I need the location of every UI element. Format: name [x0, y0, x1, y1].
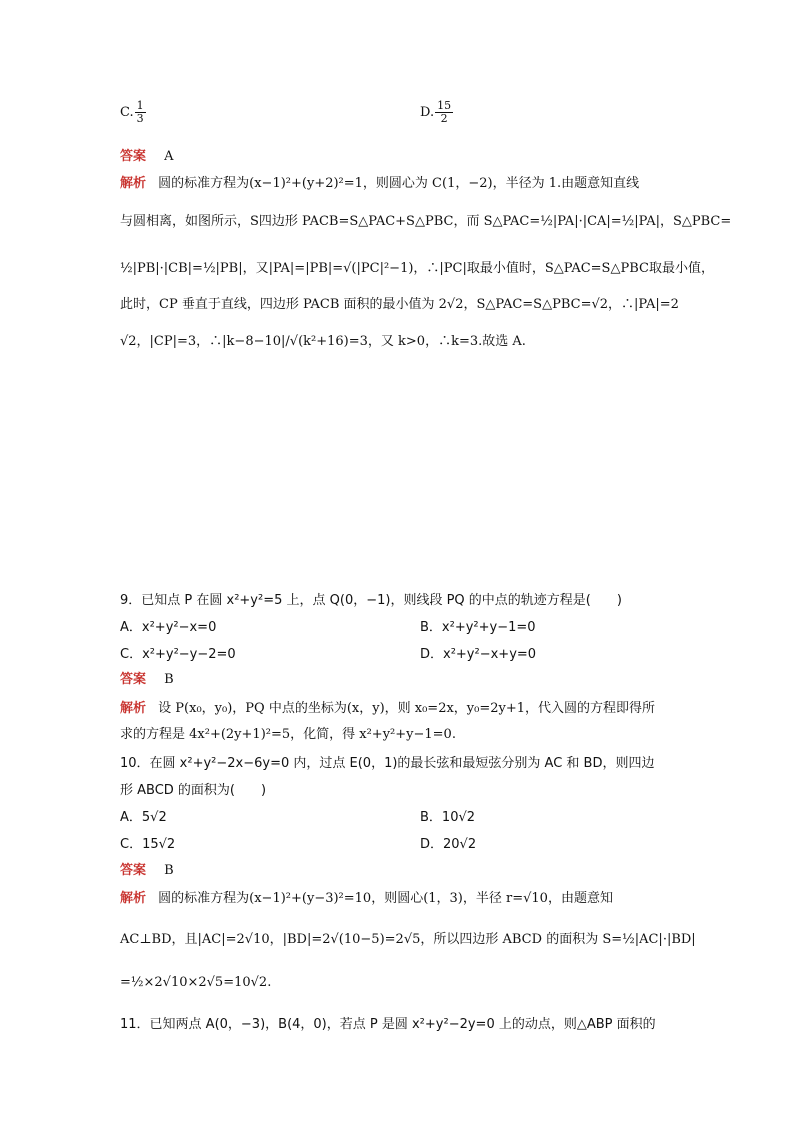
q10-stem-line1: 10．在圆 x²+y²−2x−6y=0 内，过点 E(0，1)的最长弦和最短弦分别为 AC 和 BD，则四边 [120, 756, 655, 771]
q8-option-c: C. $\frac{1}{3}$ [120, 99, 144, 125]
q10-option-b: B．10√2 [420, 810, 476, 825]
q9-answer [120, 668, 174, 687]
answer-value: B [164, 863, 174, 878]
q10-explanation-line: AC⊥BD，且|AC|=2√10，|BD|=2√(10−5)=2√5，所以四边形 ABCD 的面积为 S=½|AC|·|BD| [120, 932, 696, 947]
q8-option-d-fraction: $\frac{15}{2}$ [437, 99, 452, 125]
q10-explanation-line: =½×2√10×2√5=10√2. [120, 975, 272, 990]
q9-option-b: B．x²+y²+y−1=0 [420, 620, 536, 635]
q8-answer [120, 145, 174, 164]
q8-explanation-line: 此时，CP 垂直于直线，四边形 PACB 面积的最小值为 2√2，S△PAC=S△PBC=√2，∴|PA|=2 [120, 297, 679, 312]
q11-stem: 11．已知两点 A(0，−3)，B(4，0)，若点 P 是圆 x²+y²−2y=0 上的动点，则△ABP 面积的 [120, 1017, 656, 1032]
q8-option-c-fraction: $\frac{1}{3}$ [136, 99, 144, 125]
explanation-tag: 解析 [120, 701, 147, 716]
answer-tag: 答案 [120, 672, 147, 687]
q9-option-a: A．x²+y²−x=0 [120, 620, 217, 635]
q9-option-d: D．x²+y²−x+y=0 [420, 647, 537, 662]
answer-value: B [164, 672, 174, 687]
answer-tag: 答案 [120, 863, 147, 878]
explanation-tag: 解析 [120, 176, 147, 191]
q10-option-d: D．20√2 [420, 837, 477, 852]
q8-explanation-line: ½|PB|·|CB|=½|PB|，又|PA|=|PB|=√(|PC|²−1)，∴|PC|取最小值时，S△PAC=S△PBC取最小值， [120, 261, 714, 276]
q10-answer [120, 859, 174, 878]
q10-option-a: A．5√2 [120, 810, 167, 825]
q9-explanation-line: 解析 设 P(x₀，y₀)，PQ 中点的坐标为(x，y)，则 x₀=2x，y₀=2y+1，代入圆的方程即得所 [120, 701, 656, 716]
q9-stem: 9．已知点 P 在圆 x²+y²=5 上，点 Q(0，−1)，则线段 PQ 的中点的轨迹方程是( ) [120, 593, 622, 608]
answer-value: A [164, 149, 174, 164]
explanation-tag: 解析 [120, 891, 147, 906]
q10-stem-line2: 形 ABCD 的面积为( ) [120, 783, 267, 798]
q8-explanation-line: 解析 圆的标准方程为(x−1)²+(y+2)²=1，则圆心为 C(1，−2)，半径为 1.由题意知直线 [120, 176, 640, 191]
q8-explanation-line: √2，|CP|=3，∴|k−8−10|/√(k²+16)=3，又 k>0，∴k=3.故选 A. [120, 334, 526, 349]
q8-option-d: D. $\frac{15}{2}$ [420, 99, 452, 125]
q10-option-c: C．15√2 [120, 837, 176, 852]
answer-tag: 答案 [120, 149, 147, 164]
q9-option-c: C．x²+y²−y−2=0 [120, 647, 236, 662]
q9-explanation-line: 求的方程是 4x²+(2y+1)²=5，化简，得 x²+y²+y−1=0. [120, 727, 456, 742]
q8-explanation-line: 与圆相离，如图所示，S四边形 PACB=S△PAC+S△PBC，而 S△PAC=½|PA|·|CA|=½|PA|，S△PBC= [120, 214, 732, 229]
q10-explanation-line: 解析 圆的标准方程为(x−1)²+(y−3)²=10，则圆心(1，3)，半径 r=√10，由题意知 [120, 891, 613, 906]
